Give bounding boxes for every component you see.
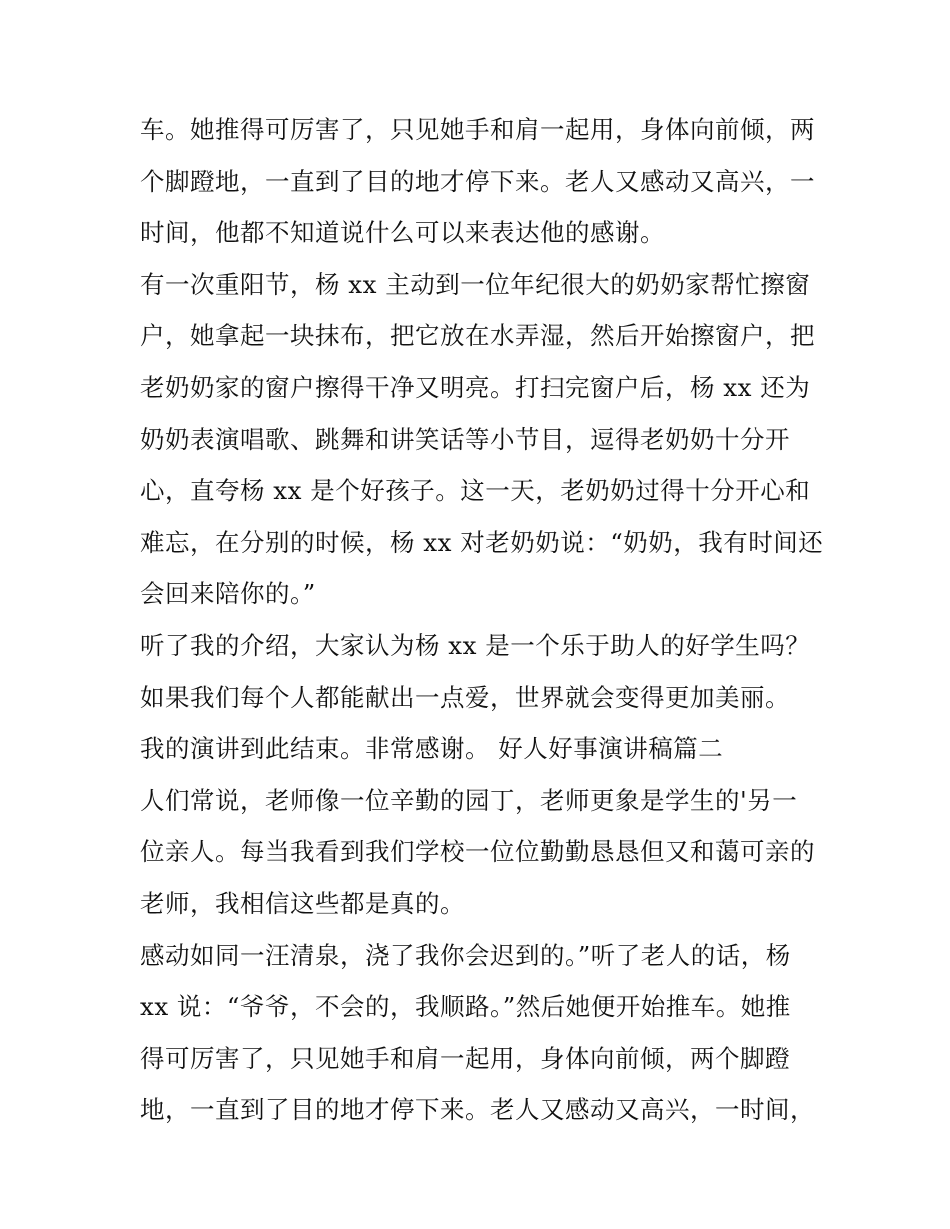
text-line: 个脚蹬地，一直到了目的地才停下来。老人又感动又高兴，一 (140, 166, 815, 196)
text-line: 我的演讲到此结束。非常感谢。 好人好事演讲稿篇二 (140, 734, 724, 764)
text-line: 听了我的介绍，大家认为杨 xx 是一个乐于助人的好学生吗？ (140, 630, 811, 660)
text-line: 如果我们每个人都能献出一点爱，世界就会变得更加美丽。 (140, 682, 790, 712)
text-line: 位亲人。每当我看到我们学校一位位勤勤恳恳但又和蔼可亲的 (140, 837, 815, 867)
text-line: 人们常说，老师像一位辛勤的园丁，老师更象是学生的'另一 (140, 785, 798, 815)
text-line: 得可厉害了，只见她手和肩一起用，身体向前倾，两个脚蹬 (140, 1043, 790, 1073)
text-line: 感动如同一汪清泉，浇了我你会迟到的。”听了老人的话，杨 (140, 940, 791, 970)
text-line: 心，直夸杨 xx 是个好孩子。这一天，老奶奶过得十分开心和 (140, 476, 811, 506)
text-line: 老奶奶家的窗户擦得干净又明亮。打扫完窗户后，杨 xx 还为 (140, 372, 811, 402)
text-line: 时间，他都不知道说什么可以来表达他的感谢。 (140, 218, 665, 248)
text-line: 户，她拿起一块抹布，把它放在水弄湿，然后开始擦窗户，把 (140, 321, 815, 351)
text-line: 会回来陪你的。” (140, 579, 316, 609)
text-line: 地，一直到了目的地才停下来。老人又感动又高兴，一时间， (140, 1095, 815, 1125)
text-line: 有一次重阳节，杨 xx 主动到一位年纪很大的奶奶家帮忙擦窗 (140, 269, 811, 299)
text-line: 老师，我相信这些都是真的。 (140, 888, 465, 918)
text-line: 难忘，在分别的时候，杨 xx 对老奶奶说：“奶奶，我有时间还 (140, 527, 824, 557)
text-line: xx 说：“爷爷，不会的，我顺路。”然后她便开始推车。她推 (140, 992, 791, 1022)
text-line: 奶奶表演唱歌、跳舞和讲笑话等小节目，逗得老奶奶十分开 (140, 424, 790, 454)
text-line: 车。她推得可厉害了，只见她手和肩一起用，身体向前倾，两 (140, 115, 815, 144)
body-text (140, 104, 824, 1136)
